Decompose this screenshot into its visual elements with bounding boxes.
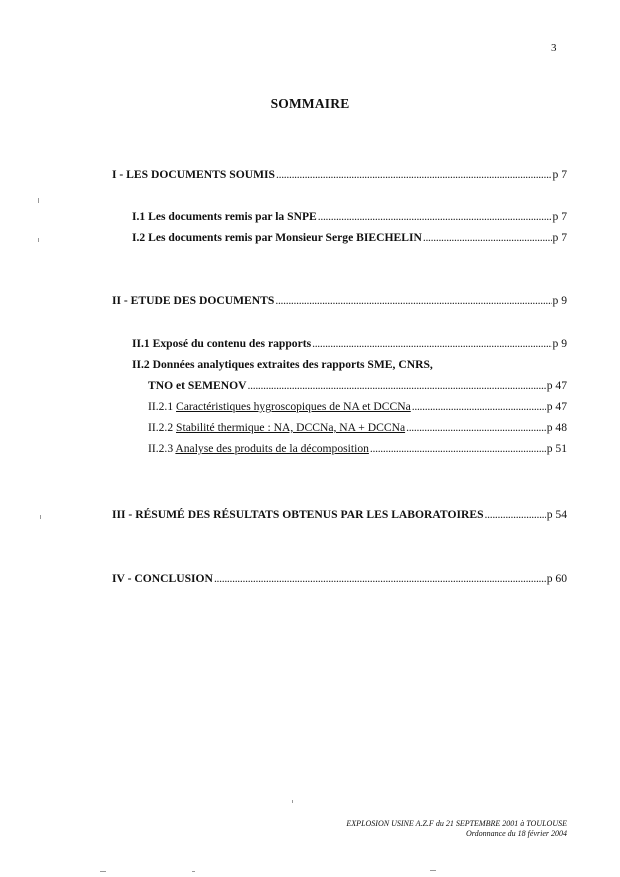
scan-speck <box>40 515 41 519</box>
toc-label: I - LES DOCUMENTS SOUMIS <box>112 168 275 181</box>
toc-entry-1-2[interactable] <box>132 231 567 244</box>
toc-label: II - ETUDE DES DOCUMENTS <box>112 294 275 307</box>
toc-leader-dots <box>406 421 546 434</box>
toc-page-ref: p 47 <box>546 400 567 413</box>
document-title: SOMMAIRE <box>270 96 350 111</box>
toc-label <box>148 442 369 455</box>
toc-leader-dots <box>214 572 546 585</box>
toc-page-ref: p 47 <box>546 379 567 392</box>
toc-leader-dots <box>276 168 552 181</box>
toc-page-ref: p 7 <box>552 231 567 244</box>
toc-leader-dots <box>312 337 551 350</box>
toc-label: IV - CONCLUSION <box>112 572 213 585</box>
toc-label <box>148 421 405 434</box>
toc-entry-2-2-1[interactable] <box>148 400 567 413</box>
page-footer <box>346 819 567 839</box>
toc-entry-2-2-2[interactable] <box>148 421 567 434</box>
toc-label: TNO et SEMENOV <box>148 379 247 392</box>
toc-leader-dots <box>423 231 552 244</box>
toc-label: II.1 Exposé du contenu des rapports <box>132 337 312 350</box>
toc-leader-dots <box>485 508 546 521</box>
toc-entry-section-3[interactable] <box>112 508 567 521</box>
scan-speck <box>430 870 436 871</box>
toc-number: II.2.3 <box>148 442 174 455</box>
toc-page-ref: p 7 <box>552 168 567 181</box>
footer-line-1: EXPLOSION USINE A.Z.F du 21 SEPTEMBRE 2001 à TOULOUSE <box>346 819 567 828</box>
page-number: 3 <box>551 42 557 54</box>
scan-speck <box>38 198 39 203</box>
toc-title-link[interactable]: Stabilité thermique : NA, DCCNa, NA + DCCNa <box>176 421 406 434</box>
toc-page-ref: p 9 <box>552 294 567 307</box>
toc-title-link[interactable]: Analyse des produits de la décomposition <box>175 442 369 455</box>
footer-line-2: Ordonnance du 18 février 2004 <box>465 829 567 838</box>
scan-speck <box>292 800 293 803</box>
toc-leader-dots <box>412 400 546 413</box>
toc-entry-section-4[interactable] <box>112 572 567 585</box>
toc-page-ref: p 9 <box>552 337 567 350</box>
toc-leader-dots <box>370 442 546 455</box>
toc-entry-2-2-line1[interactable]: II.2 Données analytiques extraites des rapports SME, CNRS, <box>132 358 433 371</box>
toc-page-ref: p 54 <box>546 508 567 521</box>
toc-leader-dots <box>275 294 551 307</box>
toc-entry-2-2-3[interactable] <box>148 442 567 455</box>
toc-entry-section-1[interactable] <box>112 168 567 181</box>
toc-label: I.1 Les documents remis par la SNPE <box>132 210 317 223</box>
scan-speck <box>100 871 106 872</box>
toc-page-ref: p 60 <box>546 572 567 585</box>
toc-page-ref: p 51 <box>546 442 567 455</box>
toc-entry-2-1[interactable] <box>132 337 567 350</box>
toc-label <box>148 400 411 413</box>
toc-label: III - RÉSUMÉ DES RÉSULTATS OBTENUS PAR LES LABORATOIRES <box>112 508 484 521</box>
toc-label: I.2 Les documents remis par Monsieur Serge BIECHELIN <box>132 231 422 244</box>
toc-entry-section-2[interactable] <box>112 294 567 307</box>
toc-title-link[interactable]: Caractéristiques hygroscopiques de NA et DCCNa <box>176 400 411 413</box>
toc-entry-2-2[interactable] <box>148 379 567 392</box>
toc-page-ref: p 48 <box>546 421 567 434</box>
toc-page-ref: p 7 <box>552 210 567 223</box>
toc-leader-dots <box>248 379 546 392</box>
scan-speck <box>38 238 39 242</box>
toc-number: II.2.1 <box>148 400 174 413</box>
toc-number: II.2.2 <box>148 421 174 434</box>
toc-entry-1-1[interactable] <box>132 210 567 223</box>
scan-speck <box>192 871 195 872</box>
toc-leader-dots <box>318 210 552 223</box>
